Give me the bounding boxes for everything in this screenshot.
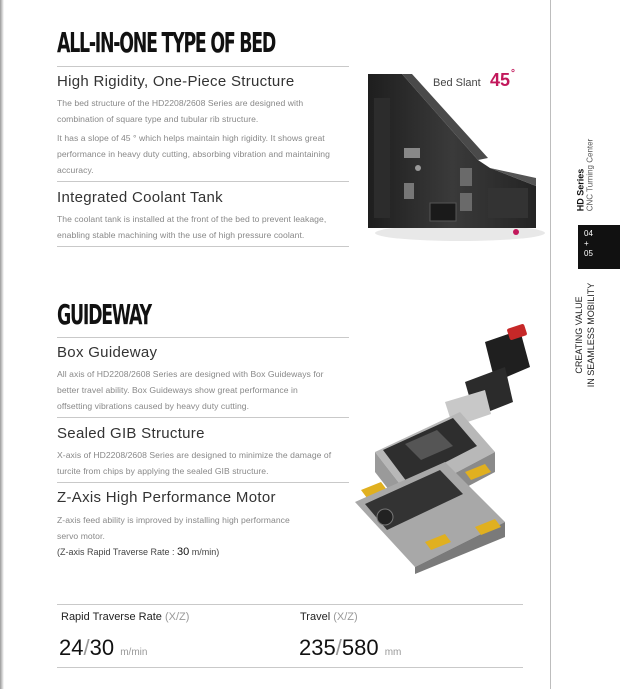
note-prefix: (Z-axis Rapid Traverse Rate : bbox=[57, 547, 178, 557]
series-subtitle: CNC Turning Center bbox=[585, 138, 595, 212]
rapid-x-value: 24 bbox=[59, 635, 84, 660]
bed-structure-illustration bbox=[360, 68, 545, 243]
rigidity-paragraph-2 bbox=[57, 130, 357, 178]
divider bbox=[57, 181, 349, 182]
guideway-section-title: GUIDEWAY bbox=[57, 298, 151, 331]
travel-axes: (X/Z) bbox=[333, 611, 358, 623]
page-number-left: 04 bbox=[584, 229, 593, 238]
text-line: Z-axis feed ability is improved by installing high performance bbox=[57, 515, 290, 525]
coolant-paragraph bbox=[57, 211, 357, 243]
text-line: It has a slope of 45 ° which helps maintain high rigidity. It shows great bbox=[57, 133, 325, 143]
text-line: turcite from chips by applying the sealed GIB structure. bbox=[57, 466, 269, 476]
bed-slant-value: 45 bbox=[490, 70, 511, 90]
text-line: All axis of HD2208/2608 Series are designed with Box Guideways for bbox=[57, 369, 324, 379]
tagline bbox=[560, 275, 610, 405]
series-label bbox=[560, 135, 610, 215]
text-line: better travel ability. Box Guideways show great performance in bbox=[57, 385, 298, 395]
text-line: accuracy. bbox=[57, 165, 94, 175]
divider bbox=[57, 337, 349, 338]
rapid-z-value: 30 bbox=[89, 635, 115, 660]
page-edge-shadow bbox=[0, 0, 4, 689]
rail-divider bbox=[550, 0, 551, 689]
travel-label bbox=[300, 611, 358, 623]
bed-section-title: ALL-IN-ONE TYPE OF BED bbox=[57, 26, 276, 59]
page-plus: + bbox=[584, 239, 589, 248]
divider bbox=[57, 246, 349, 247]
box-guideway-heading: Box Guideway bbox=[57, 344, 158, 361]
divider bbox=[57, 482, 349, 483]
tagline-line-2: IN SEAMLESS MOBILITY bbox=[586, 282, 596, 388]
text-line: performance in heavy duty cutting, absorbing vibration and maintaining bbox=[57, 149, 330, 159]
travel-name: Travel bbox=[300, 611, 331, 623]
series-name: HD Series bbox=[575, 168, 586, 212]
text-line: servo motor. bbox=[57, 531, 105, 541]
tagline-line-1: CREATING VALUE bbox=[574, 296, 584, 374]
text-line: The bed structure of the HD2208/2608 Series are designed with bbox=[57, 98, 304, 108]
z-axis-motor-heading: Z-Axis High Performance Motor bbox=[57, 489, 276, 506]
sealed-gib-paragraph bbox=[57, 447, 357, 479]
value-slash: / bbox=[83, 635, 90, 660]
bed-slant-degree: ° bbox=[511, 68, 515, 79]
divider bbox=[57, 66, 349, 67]
sealed-gib-heading: Sealed GIB Structure bbox=[57, 425, 205, 442]
z-axis-motor-paragraph bbox=[57, 512, 357, 544]
divider bbox=[57, 417, 349, 418]
rapid-traverse-label bbox=[61, 611, 189, 623]
rapid-traverse-name: Rapid Traverse Rate bbox=[61, 611, 162, 623]
text-line: offsetting vibrations caused by heavy duty cutting. bbox=[57, 401, 250, 411]
note-value: 30 bbox=[177, 546, 190, 558]
rigidity-paragraph-1 bbox=[57, 95, 357, 127]
value-slash: / bbox=[335, 635, 342, 660]
travel-x-value: 235 bbox=[299, 635, 336, 660]
page-number-right: 05 bbox=[584, 249, 593, 258]
rapid-traverse-value bbox=[59, 635, 147, 661]
specs-divider-bottom bbox=[57, 667, 523, 668]
box-guideway-paragraph bbox=[57, 366, 357, 414]
travel-value bbox=[299, 635, 401, 661]
page-numbers bbox=[578, 225, 620, 269]
text-line: The coolant tank is installed at the front of the bed to prevent leakage, bbox=[57, 214, 327, 224]
guideway-illustration bbox=[345, 322, 545, 574]
rapid-unit: m/min bbox=[120, 647, 148, 658]
coolant-heading: Integrated Coolant Tank bbox=[57, 189, 223, 206]
note-suffix: m/min) bbox=[189, 547, 220, 557]
travel-unit: mm bbox=[384, 647, 402, 658]
text-line: combination of square type and tubular rib structure. bbox=[57, 114, 259, 124]
text-line: X-axis of HD2208/2608 Series are designed to minimize the damage of bbox=[57, 450, 332, 460]
bed-slant-label: Bed Slant bbox=[433, 77, 481, 89]
rigidity-heading: High Rigidity, One-Piece Structure bbox=[57, 73, 295, 90]
specs-divider bbox=[57, 604, 523, 605]
text-line: enabling stable machining with the use of high pressure coolant. bbox=[57, 230, 305, 240]
travel-z-value: 580 bbox=[341, 635, 379, 660]
rapid-traverse-axes: (X/Z) bbox=[164, 611, 190, 623]
z-axis-rapid-note bbox=[57, 546, 219, 558]
